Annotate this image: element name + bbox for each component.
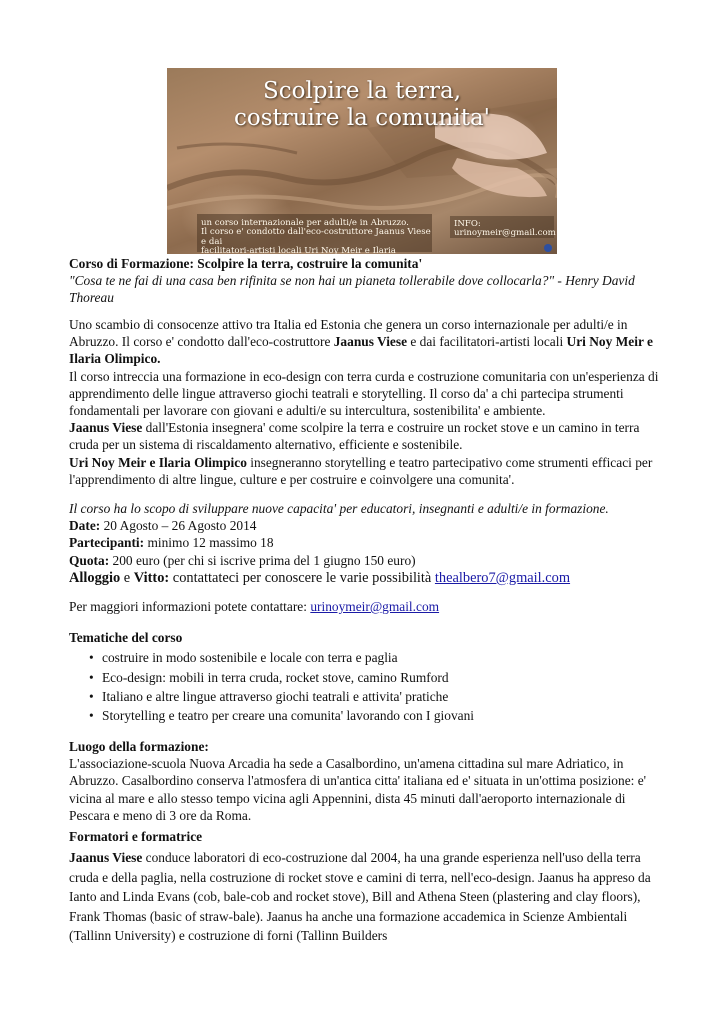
trainer-bio: conduce laboratori di eco-costruzione dal 2004, ha una grande esperienza nell'uso della terra cruda e della paglia, nella costruzione di rocket stove e camini di terra, nell'eco-design. Jaanus ha appreso da Ianto and Linda Evans (cob, bale-cob and rocket stove), Bill and Athena Steen (plastering and clay floors), Frank Thomas (basic of straw-bale). Jaanus ha anche una formazione accademica in Scienze Ambientali (Tallinn University) e costruzione di forni (Tallinn Builders: [69, 850, 651, 944]
list-item: [69, 648, 659, 667]
list-item: [69, 706, 659, 725]
more-info: [69, 598, 659, 615]
banner-subtitle-line2: Il corso e' condotto dall'eco-costruttore Jaanus Viese e dai: [201, 227, 431, 247]
banner-info-email: urinoymeir@gmail.com: [454, 228, 556, 239]
bullet-icon: •: [89, 669, 94, 685]
course-lodging: [69, 569, 659, 587]
intro-paragraph-1: [69, 316, 659, 368]
topic-text: costruire in modo sostenibile e locale con terra e paglia: [102, 650, 398, 666]
lodging-email-link[interactable]: thealbero7@gmail.com: [434, 569, 571, 586]
course-aim: Il corso ha lo scopo di sviluppare nuove capacita' per educatori, insegnanti e adulti/e in formazione.: [69, 501, 609, 516]
list-item: [69, 668, 659, 687]
banner-image: [167, 68, 557, 254]
participants-value: minimo 12 massimo 18: [144, 535, 274, 551]
more-info-email-link[interactable]: urinoymeir@gmail.com: [310, 599, 440, 614]
fee-label: Quota:: [69, 552, 110, 568]
course-fee: [69, 552, 659, 569]
lodging-label-b: Vitto:: [133, 569, 170, 586]
course-participants: [69, 534, 659, 551]
banner-info: [454, 220, 554, 239]
banner-title-line2: costruire la comunita': [233, 105, 491, 131]
lodging-and: e: [120, 569, 134, 586]
fee-value: 200 euro (per chi si iscrive prima del 1 giugno 150 euro): [109, 552, 416, 568]
topics-list: [69, 648, 659, 725]
intro-paragraph-4: [69, 454, 659, 488]
dates-value: 20 Agosto – 26 Agosto 2014: [100, 518, 257, 534]
bullet-icon: •: [89, 708, 94, 724]
topic-text: Italiano e altre lingue attraverso giochi teatrali e attivita' pratiche: [102, 688, 449, 704]
lodging-value: contattateci per conoscere le varie possibilità: [169, 569, 435, 586]
banner-subtitle-line3: facilitatori-artisti locali Uri Noy Meir e Ilaria: [201, 245, 396, 254]
intro-p3-name: Jaanus Viese: [69, 420, 143, 436]
intro-paragraph-3: [69, 419, 659, 453]
trainer-name-jaanus: Jaanus Viese: [333, 334, 408, 350]
course-dates: [69, 517, 659, 534]
intro-p4-name: Uri Noy Meir e Ilaria Olimpico: [69, 454, 247, 470]
course-title: Corso di Formazione: Scolpire la terra, costruire la comunita': [69, 256, 423, 271]
list-item: [69, 687, 659, 706]
topics-heading: Tematiche del corso: [69, 630, 183, 645]
intro-p1-a: Uno scambio di consocenze attivo tra Italia ed Estonia che genera un corso internazionale per adulti/e in Abruzzo. Il corso e' condotto dall'eco-costruttore: [69, 317, 628, 350]
bullet-icon: •: [89, 650, 94, 666]
banner-title-line1: Scolpire la terra,: [262, 78, 462, 104]
topic-text: Eco-design: mobili in terra cruda, rocket stove, camino Rumford: [102, 669, 449, 685]
trainers-text: [69, 848, 659, 946]
intro-p1-b: e dai facilitatori-artisti locali: [407, 334, 567, 350]
banner-subtitle-line1: un corso internazionale per adulti/e in Abruzzo.: [201, 218, 409, 228]
participants-label: Partecipanti:: [69, 535, 145, 551]
intro-p3-text: dall'Estonia insegnera' come scolpire la terra e costruire un rocket stove e un camino in terra cruda per un sistema di riscaldamento alternativo, efficiente e sostenibile.: [69, 420, 640, 453]
intro-p4-text: insegneranno storytelling e teatro partecipativo come strumenti efficaci per l'apprendimento di altre lingue, culture e per costruire e coinvolgere una comunita'.: [69, 454, 653, 487]
location-heading: Luogo della formazione:: [69, 739, 209, 754]
thoreau-quote: "Cosa te ne fai di una casa ben rifinita se non hai un pianeta tollerabile dove collocarla?" - Henry David Thoreau: [69, 273, 635, 306]
location-text: L'associazione-scuola Nuova Arcadia ha sede a Casalbordino, un'amena cittadina sul mare Adriatico, in Abruzzo. Casalbordino conserva l'atmosfera di un'antica citta' italiana ed e' situata in un'ottima posizione: e' vicina al mare e allo stesso tempo vicina agli Appennini, dista 45 minuti dall'aeroporto internazionale di Pescara e meno di 3 ore da Roma.: [69, 756, 647, 823]
lodging-label-a: Alloggio: [69, 569, 121, 586]
topic-text: Storytelling e teatro per creare una comunita' lavorando con I giovani: [102, 708, 475, 724]
dates-label: Date:: [69, 518, 101, 534]
banner-info-label: INFO:: [454, 219, 481, 229]
bullet-icon: •: [89, 688, 94, 704]
trainers-heading: Formatori e formatrice: [69, 829, 203, 844]
banner-subtitle: [201, 219, 431, 254]
intro-paragraph-2: Il corso intreccia una formazione in eco-design con terra curda e costruzione comunitaria con un'esperienza di apprendimento delle lingue attraverso giochi teatrali e storytelling. Il corso da' a chi partecipa strumenti fondamentali per lavorare con giovani e adulti/e su intercultura, sostenibilita' e ambiente.: [69, 368, 659, 419]
more-info-text: Per maggiori informazioni potete contattare:: [69, 599, 311, 614]
trainer-name: Jaanus Viese: [69, 850, 143, 866]
trainer-names-local: Uri Noy Meir e Ilaria Olimpico.: [69, 334, 653, 367]
